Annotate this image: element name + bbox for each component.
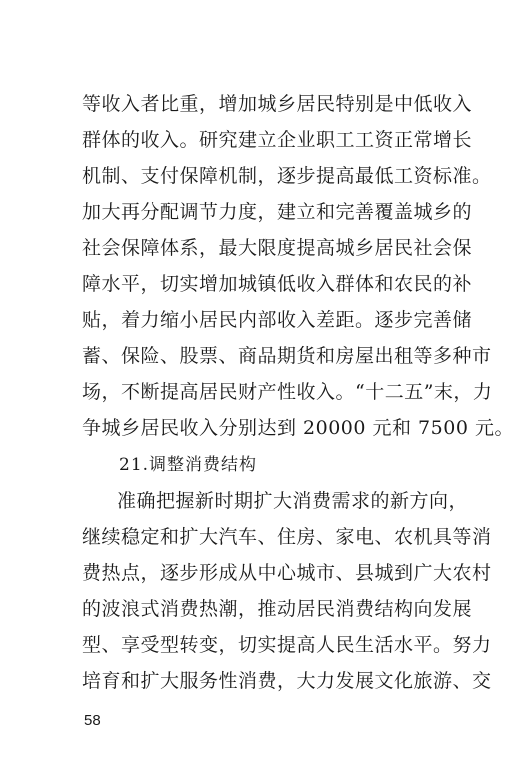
- paragraph-2-line-6: 培育和扩大服务性消费，大力发展文化旅游、交: [82, 670, 492, 692]
- paragraph-1-line-3: 机制、支付保障机制，逐步提高最低工资标准。: [82, 165, 492, 187]
- paragraph-1-line-6: 障水平，切实增加城镇低收入群体和农民的补: [82, 273, 473, 295]
- paragraph-1-line-9: 场，不断提高居民财产性收入。“十二五”末，力: [82, 381, 493, 403]
- paragraph-2-line-2: 继续稳定和扩大汽车、住房、家电、农机具等消: [82, 526, 492, 548]
- paragraph-2-line-4: 的波浪式消费热潮，推动居民消费结构向发展: [82, 598, 473, 620]
- paragraph-1-line-7: 贴，着力缩小居民内部收入差距。逐步完善储: [82, 309, 473, 331]
- paragraph-1-line-10: 争城乡居民收入分别达到 20000 元和 7500 元。: [82, 417, 514, 439]
- paragraph-1-line-5: 社会保障体系，最大限度提高城乡居民社会保: [82, 237, 473, 259]
- paragraph-2-line-5: 型、享受型转变，切实提高人民生活水平。努力: [82, 634, 492, 656]
- paragraph-1-line-2: 群体的收入。研究建立企业职工工资正常增长: [82, 129, 473, 151]
- paragraph-1-line-1: 等收入者比重，增加城乡居民特别是中低收入: [82, 93, 473, 115]
- paragraph-1-line-4: 加大再分配调节力度，建立和完善覆盖城乡的: [82, 201, 473, 223]
- paragraph-1-line-8: 蓄、保险、股票、商品期货和房屋出租等多种市: [82, 345, 492, 367]
- paragraph-2-line-1: 准确把握新时期扩大消费需求的新方向，: [117, 490, 469, 512]
- paragraph-2-line-3: 费热点，逐步形成从中心城市、县城到广大农村: [82, 562, 492, 584]
- page-number: 58: [84, 712, 101, 729]
- section-heading: 21.调整消费结构: [119, 455, 258, 475]
